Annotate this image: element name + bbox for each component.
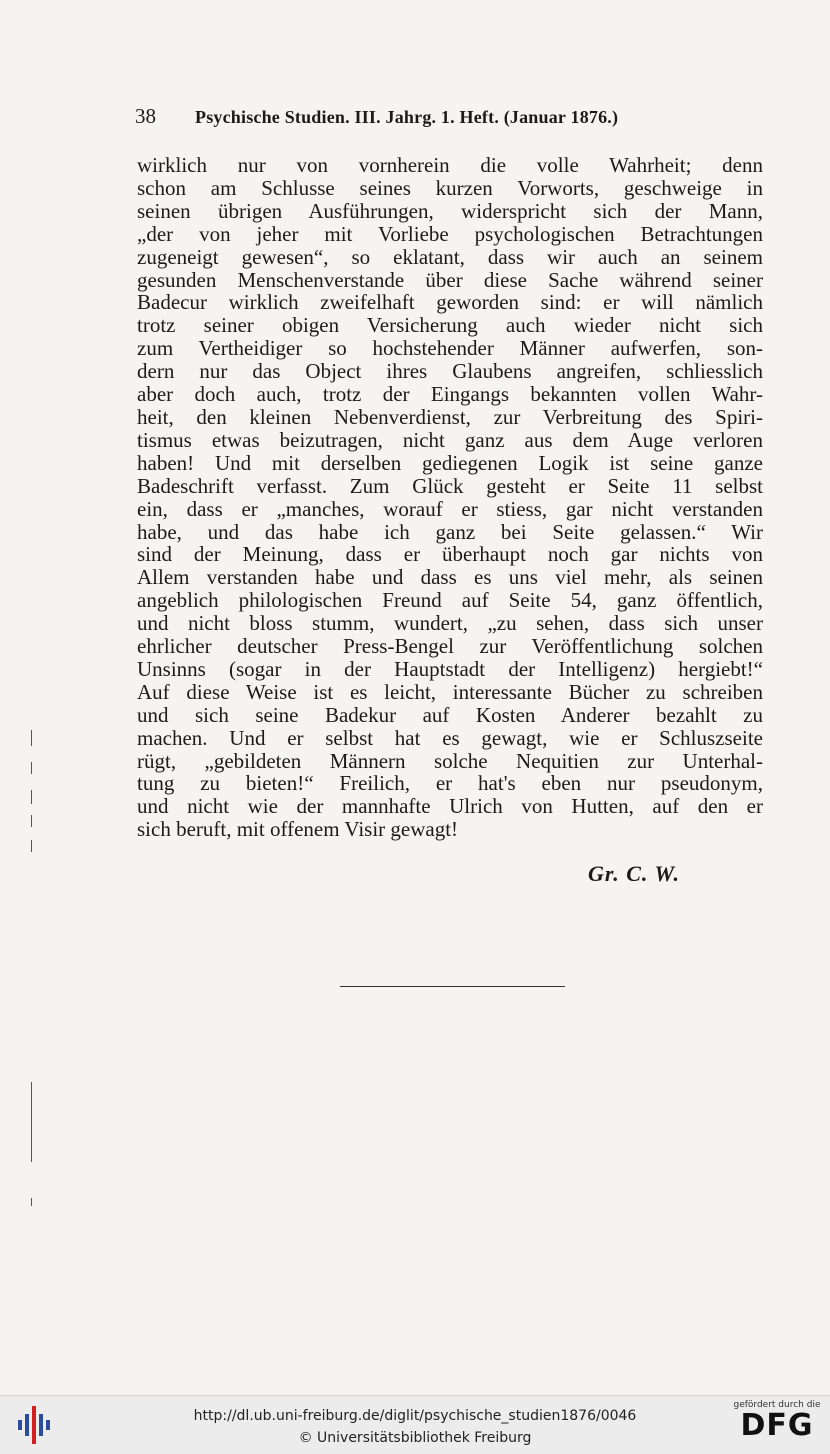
text-line: zugeneigt gewesen“, so eklatant, dass wir auch an seinem bbox=[137, 244, 763, 269]
text-line: Badecur wirklich zweifelhaft geworden sind: er will nämlich bbox=[137, 290, 763, 315]
text-line: heit, den kleinen Nebenverdienst, zur Verbreitung des Spiri- bbox=[137, 404, 763, 429]
text-line: „der von jeher mit Vorliebe psychologischen Betrachtungen bbox=[137, 221, 763, 246]
text-line: Unsinns (sogar in der Hauptstadt der Intelligenz) hergiebt!“ bbox=[137, 656, 763, 681]
running-title: Psychische Studien. III. Jahrg. 1. Heft. (Januar 1876.) bbox=[195, 107, 619, 127]
text-line: tismus etwas beizutragen, nicht ganz aus dem Auge verloren bbox=[137, 427, 763, 452]
margin-scan-mark bbox=[31, 762, 32, 774]
text-line: Allem verstanden habe und dass es uns viel mehr, als seinen bbox=[137, 565, 763, 590]
text-line: seinen übrigen Ausführungen, widerspricht sich der Mann, bbox=[137, 198, 763, 223]
text-line: zum Vertheidiger so hochstehender Männer aufwerfen, son- bbox=[137, 336, 763, 361]
author-signature: Gr. C. W. bbox=[588, 861, 680, 886]
text-line: machen. Und er selbst hat es gewagt, wie er Schluszseite bbox=[137, 725, 763, 750]
text-line: tung zu bieten!“ Freilich, er hat's eben nur pseudonym, bbox=[137, 771, 763, 796]
text-line: und nicht wie der mannhafte Ulrich von Hutten, auf den er bbox=[137, 794, 763, 819]
dfg-tagline: gefördert durch die bbox=[733, 1400, 821, 1410]
page-number: 38 bbox=[135, 104, 156, 128]
text-line: angeblich philologischen Freund auf Seite 54, ganz öffentlich, bbox=[137, 588, 763, 613]
margin-scan-mark bbox=[31, 1198, 32, 1206]
text-line: trotz seiner obigen Versicherung auch wieder nicht sich bbox=[137, 313, 763, 338]
text-line: sind der Meinung, dass er überhaupt noch gar nichts von bbox=[137, 542, 763, 567]
text-line: sich beruft, mit offenem Visir gewagt! bbox=[137, 817, 459, 842]
text-line: ein, dass er „manches, worauf er stiess, gar nicht verstanden bbox=[137, 496, 763, 521]
dfg-wordmark: DFG bbox=[740, 1408, 814, 1443]
text-line: habe, und das habe ich ganz bei Seite gelassen.“ Wir bbox=[137, 519, 763, 544]
text-line: aber doch auch, trotz der Eingangs bekannten vollen Wahr- bbox=[137, 382, 763, 407]
running-header bbox=[135, 104, 760, 129]
text-line: ehrlicher deutscher Press-Bengel zur Veröffentlichung solchen bbox=[137, 634, 763, 659]
viewer-footer bbox=[0, 1395, 830, 1454]
permalink-link[interactable]: http://dl.ub.uni-freiburg.de/diglit/psychische_studien1876/0046 bbox=[193, 1408, 637, 1424]
text-line: und sich seine Badekur auf Kosten Anderer bezahlt zu bbox=[137, 702, 763, 727]
dfg-logo bbox=[732, 1400, 822, 1450]
text-line: dern nur das Object ihres Glaubens angreifen, schliesslich bbox=[137, 359, 763, 384]
text-line: Badeschrift verfasst. Zum Glück gesteht er Seite 11 selbst bbox=[137, 473, 763, 498]
margin-scan-mark bbox=[31, 1082, 32, 1162]
copyright-notice: © Universitätsbibliothek Freiburg bbox=[298, 1430, 532, 1446]
text-line: Auf diese Weise ist es leicht, interessante Bücher zu schreiben bbox=[137, 679, 763, 704]
margin-scan-mark bbox=[31, 730, 32, 746]
margin-scan-mark bbox=[31, 790, 32, 804]
text-line: gesunden Menschenverstande über diese Sache während seiner bbox=[137, 267, 763, 292]
text-line: schon am Schlusse seines kurzen Vorworts, geschweige in bbox=[137, 175, 763, 200]
text-line: rügt, „gebildeten Männern solche Nequitien zur Unterhal- bbox=[137, 748, 763, 773]
margin-scan-mark bbox=[31, 840, 32, 852]
margin-scan-mark bbox=[31, 815, 32, 827]
body-text bbox=[137, 154, 763, 841]
section-divider bbox=[340, 986, 565, 987]
text-line: und nicht bloss stumm, wundert, „zu sehen, dass sich unser bbox=[137, 611, 763, 636]
text-line: wirklich nur von vornherein die volle Wahrheit; denn bbox=[137, 153, 763, 177]
text-line: haben! Und mit derselben gediegenen Logik ist seine ganze bbox=[137, 450, 763, 475]
